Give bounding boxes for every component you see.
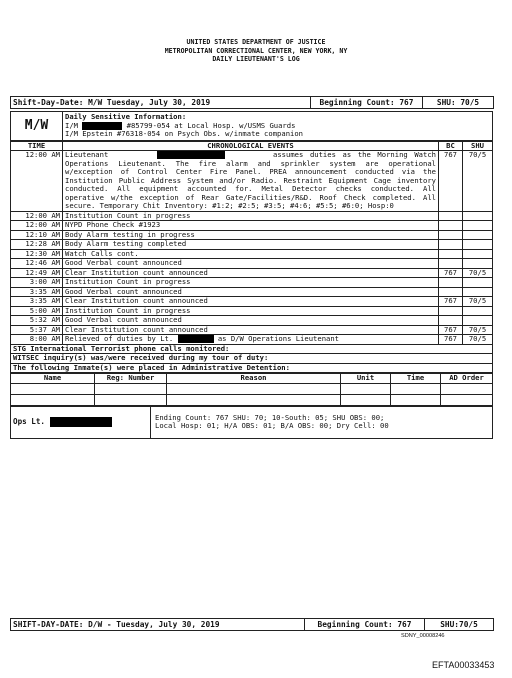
event-row <box>11 221 493 231</box>
event-shu <box>463 316 493 326</box>
header-facility: METROPOLITAN CORRECTIONAL CENTER, NEW YORK, NY <box>164 46 348 55</box>
sensitive-info-table <box>10 111 493 141</box>
first-entry-row <box>11 151 493 212</box>
event-time: 5:32 AM <box>11 316 63 326</box>
event-row <box>11 278 493 288</box>
ad-col-reason: Reason <box>167 374 341 384</box>
event-shu: 70/5 <box>463 325 493 335</box>
event-text: Clear Institution count announced <box>63 268 439 278</box>
col-bc: BC <box>439 141 463 151</box>
first-entry-shu: 70/5 <box>463 151 493 212</box>
beginning-count: Beginning Count: 767 <box>311 97 423 109</box>
event-text: Institution Count in progress <box>63 278 439 288</box>
event-shu <box>463 249 493 259</box>
event-time: 12:49 AM <box>11 268 63 278</box>
ad-empty-row <box>11 394 493 405</box>
col-shu: SHU <box>463 141 493 151</box>
event-text: NYPD Phone Check #1923 <box>63 221 439 231</box>
event-bc <box>439 278 463 288</box>
first-entry-bc: 767 <box>439 151 463 212</box>
next-beginning-count: Beginning Count: 767 <box>305 619 425 631</box>
next-shu-count: SHU:70/5 <box>425 619 494 631</box>
event-shu: 70/5 <box>463 268 493 278</box>
event-row <box>11 240 493 250</box>
event-shu <box>463 306 493 316</box>
ops-lt-signature: Ops Lt. <box>11 406 151 438</box>
event-row <box>11 287 493 297</box>
event-row <box>11 316 493 326</box>
document-header <box>0 38 512 64</box>
event-time: 12:00 AM <box>11 211 63 221</box>
event-text: Body Alarm testing completed <box>63 240 439 250</box>
shift-day-date: Shift-Day-Date: M/W Tuesday, July 30, 2019 <box>11 97 311 109</box>
event-shu <box>463 278 493 288</box>
event-text: Institution Count in progress <box>63 306 439 316</box>
event-shu <box>463 230 493 240</box>
event-row <box>11 297 493 307</box>
event-time: 12:30 AM <box>11 249 63 259</box>
event-row <box>11 325 493 335</box>
event-text: Good Verbal count announced <box>63 316 439 326</box>
event-shu: 70/5 <box>463 297 493 307</box>
sensitive-line-2: I/M Epstein #76318-054 on Psych Obs. w/inmate companion <box>65 129 303 138</box>
shift-code: M/W <box>11 112 63 141</box>
ending-count: Ending Count: 767 SHU: 70; 10-South: 05; SHU OBS: 00; Local Hosp: 01; H/A OBS: 01; B/A OBS: 00; Dry Cell: 00 <box>151 406 493 438</box>
shu-count: SHU: 70/5 <box>423 97 494 109</box>
redaction-block <box>157 151 225 159</box>
event-bc: 767 <box>439 268 463 278</box>
event-shu <box>463 240 493 250</box>
event-bc <box>439 211 463 221</box>
ad-col-unit: Unit <box>341 374 391 384</box>
admin-detention-table <box>10 373 493 406</box>
event-shu <box>463 287 493 297</box>
event-text: Body Alarm testing in progress <box>63 230 439 240</box>
event-bc <box>439 316 463 326</box>
event-time: 3:35 AM <box>11 287 63 297</box>
event-text: Institution Count in progress <box>63 211 439 221</box>
event-time: 5:00 AM <box>11 306 63 316</box>
event-bc <box>439 249 463 259</box>
next-shift-bar <box>10 618 493 631</box>
ad-col-name: Name <box>11 374 95 384</box>
first-entry-time: 12:00 AM <box>11 151 63 212</box>
relieved-text: Relieved of duties by Lt. as D/W Operations Lieutenant <box>63 335 439 345</box>
event-row <box>11 306 493 316</box>
sensitive-title: Daily Sensitive Information: <box>65 112 187 121</box>
witsec-line: WITSEC inquiry(s) was/were received during my tour of duty: <box>11 354 493 364</box>
event-time: 12:46 AM <box>11 259 63 269</box>
event-bc <box>439 240 463 250</box>
event-time: 3:00 AM <box>11 278 63 288</box>
event-row <box>11 230 493 240</box>
ad-col-reg: Reg: Number <box>95 374 167 384</box>
event-row <box>11 211 493 221</box>
event-shu <box>463 259 493 269</box>
event-bc <box>439 259 463 269</box>
event-shu <box>463 211 493 221</box>
ending-count-table <box>10 406 493 439</box>
chronological-events-table <box>10 141 493 374</box>
event-bc <box>439 230 463 240</box>
event-time: 12:28 AM <box>11 240 63 250</box>
event-bc <box>439 287 463 297</box>
event-bc <box>439 306 463 316</box>
event-text: Good Verbal count announced <box>63 259 439 269</box>
event-text: Clear Institution count announced <box>63 297 439 307</box>
bates-number: SDNY_00008246 <box>401 633 445 639</box>
lieutenant-log <box>10 96 493 439</box>
stg-line: STG International Terrorist phone calls monitored: <box>11 344 493 354</box>
event-bc: 767 <box>439 325 463 335</box>
event-row <box>11 268 493 278</box>
sensitive-line-1: I/M #85799-054 at Local Hosp. w/USMS Guards <box>65 120 296 130</box>
adseg-line: The following Inmate(s) were placed in Administrative Detention: <box>11 363 493 373</box>
col-events: CHRONOLOGICAL EVENTS <box>63 141 439 151</box>
relieved-row: 8:00 AM Relieved of duties by Lt. as D/W Operations Lieutenant 767 70/5 <box>11 335 493 345</box>
ad-col-time: Time <box>391 374 441 384</box>
event-row <box>11 259 493 269</box>
redaction-block <box>178 335 214 343</box>
event-row <box>11 249 493 259</box>
efta-number: EFTA00033453 <box>432 660 495 670</box>
first-entry-text: Lieutenant assumes duties as the Morning Watch Operations Lieutenant. The fire alarm and sprinkler system are operational w/exception of Control Center Fire Panel. PREA announcement conducted via the Institution Public Address System and/or Radio. Restraint Equipment Cage inventory conducted. All equipment accounted for. Metal Detector checks conducted. All operative w/the exception of Rear Gate/Facilities/R&D. Roof Check completed. All secure. Temporary Chit Inventory: #1:2; #2:5; #3:5; #4:6; #5:5; #6:0; Hosp:0 <box>63 151 439 212</box>
header-log-title: DAILY LIEUTENANT'S LOG <box>212 55 300 64</box>
event-text: Watch Calls cont. <box>63 249 439 259</box>
event-bc <box>439 221 463 231</box>
event-bc: 767 <box>439 297 463 307</box>
ad-col-order: AD Order <box>441 374 493 384</box>
event-time: 5:37 AM <box>11 325 63 335</box>
next-shift-day-date: SHIFT-DAY-DATE: D/W - Tuesday, July 30, 2019 <box>11 619 305 631</box>
event-shu <box>463 221 493 231</box>
event-text: Good Verbal count announced <box>63 287 439 297</box>
shift-bar <box>10 96 494 109</box>
col-time: TIME <box>11 141 63 151</box>
event-time: 3:35 AM <box>11 297 63 307</box>
event-time: 12:00 AM <box>11 221 63 231</box>
redaction-block <box>50 417 112 427</box>
header-agency: UNITED STATES DEPARTMENT OF JUSTICE <box>186 38 326 46</box>
event-text: Clear Institution count announced <box>63 325 439 335</box>
ad-empty-row <box>11 383 493 394</box>
event-time: 12:10 AM <box>11 230 63 240</box>
